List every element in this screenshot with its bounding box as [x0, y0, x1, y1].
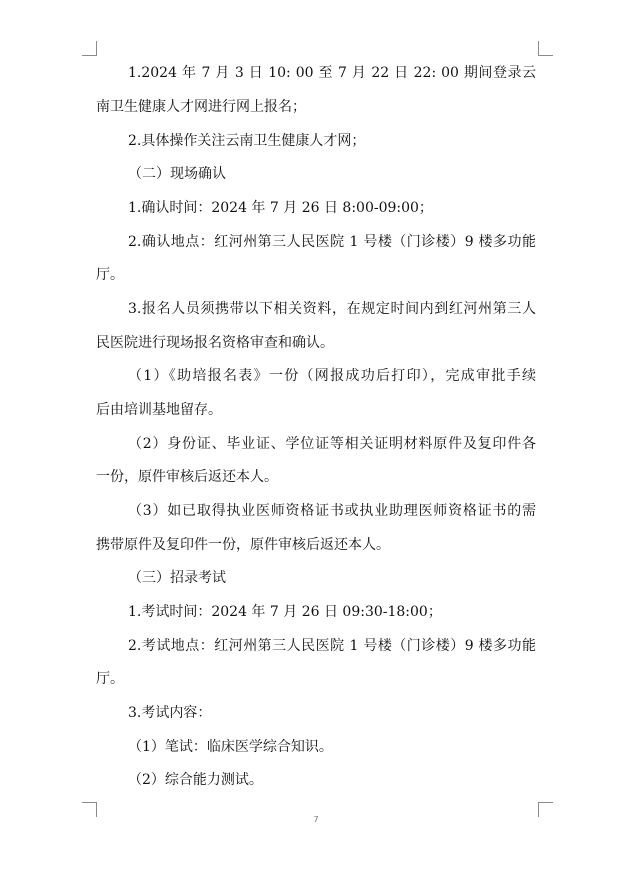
page-number: 7: [313, 815, 319, 824]
paragraph-line: 2.考试地点：红河州第三人民医院 1 号楼（门诊楼）9 楼多功能: [128, 638, 536, 654]
paragraph-line: 厅。: [96, 267, 124, 283]
section-heading: （二）现场确认: [128, 166, 226, 182]
paragraph-line: 后由培训基地留存。: [96, 402, 222, 418]
paragraph-line: 3.报名人员须携带以下相关资料，在规定时间内到红河州第三人: [128, 301, 536, 317]
paragraph-line: （1）《助培报名表》一份（网报成功后打印），完成审批手续: [128, 368, 536, 384]
paragraph-line: （2）综合能力测试。: [128, 772, 263, 788]
paragraph-line: 1.确认时间：2024 年 7 月 26 日 8:00-09:00；: [128, 200, 433, 216]
paragraph-line: （3）如已取得执业医师资格证书或执业助理医师资格证书的需: [128, 503, 536, 519]
crop-mark-top-left: [82, 41, 97, 56]
paragraph-line: 2.确认地点：红河州第三人民医院 1 号楼（门诊楼）9 楼多功能: [128, 234, 536, 250]
crop-mark-top-right: [538, 41, 553, 56]
section-heading: （三）招录考试: [128, 570, 226, 586]
paragraph-line: 厅。: [96, 671, 124, 687]
paragraph-line: 3.考试内容：: [128, 705, 212, 721]
paragraph-line: 民医院进行现场报名资格审查和确认。: [96, 335, 334, 351]
paragraph-line: 2.具体操作关注云南卫生健康人才网；: [128, 133, 366, 149]
paragraph-line: 携带原件及复印件一份，原件审核后返还本人。: [96, 537, 390, 553]
paragraph-line: 1.考试时间：2024 年 7 月 26 日 09:30-18:00；: [128, 604, 442, 620]
paragraph-line: （2）身份证、毕业证、学位证等相关证明材料原件及复印件各: [128, 436, 536, 452]
paragraph-line: （1）笔试：临床医学综合知识。: [128, 739, 333, 755]
paragraph-line: 一份，原件审核后返还本人。: [96, 469, 278, 485]
paragraph-line: 1.2024 年 7 月 3 日 10: 00 至 7 月 22 日 22: 00 期间登录云: [128, 65, 536, 81]
paragraph-line: 南卫生健康人才网进行网上报名；: [96, 99, 306, 115]
